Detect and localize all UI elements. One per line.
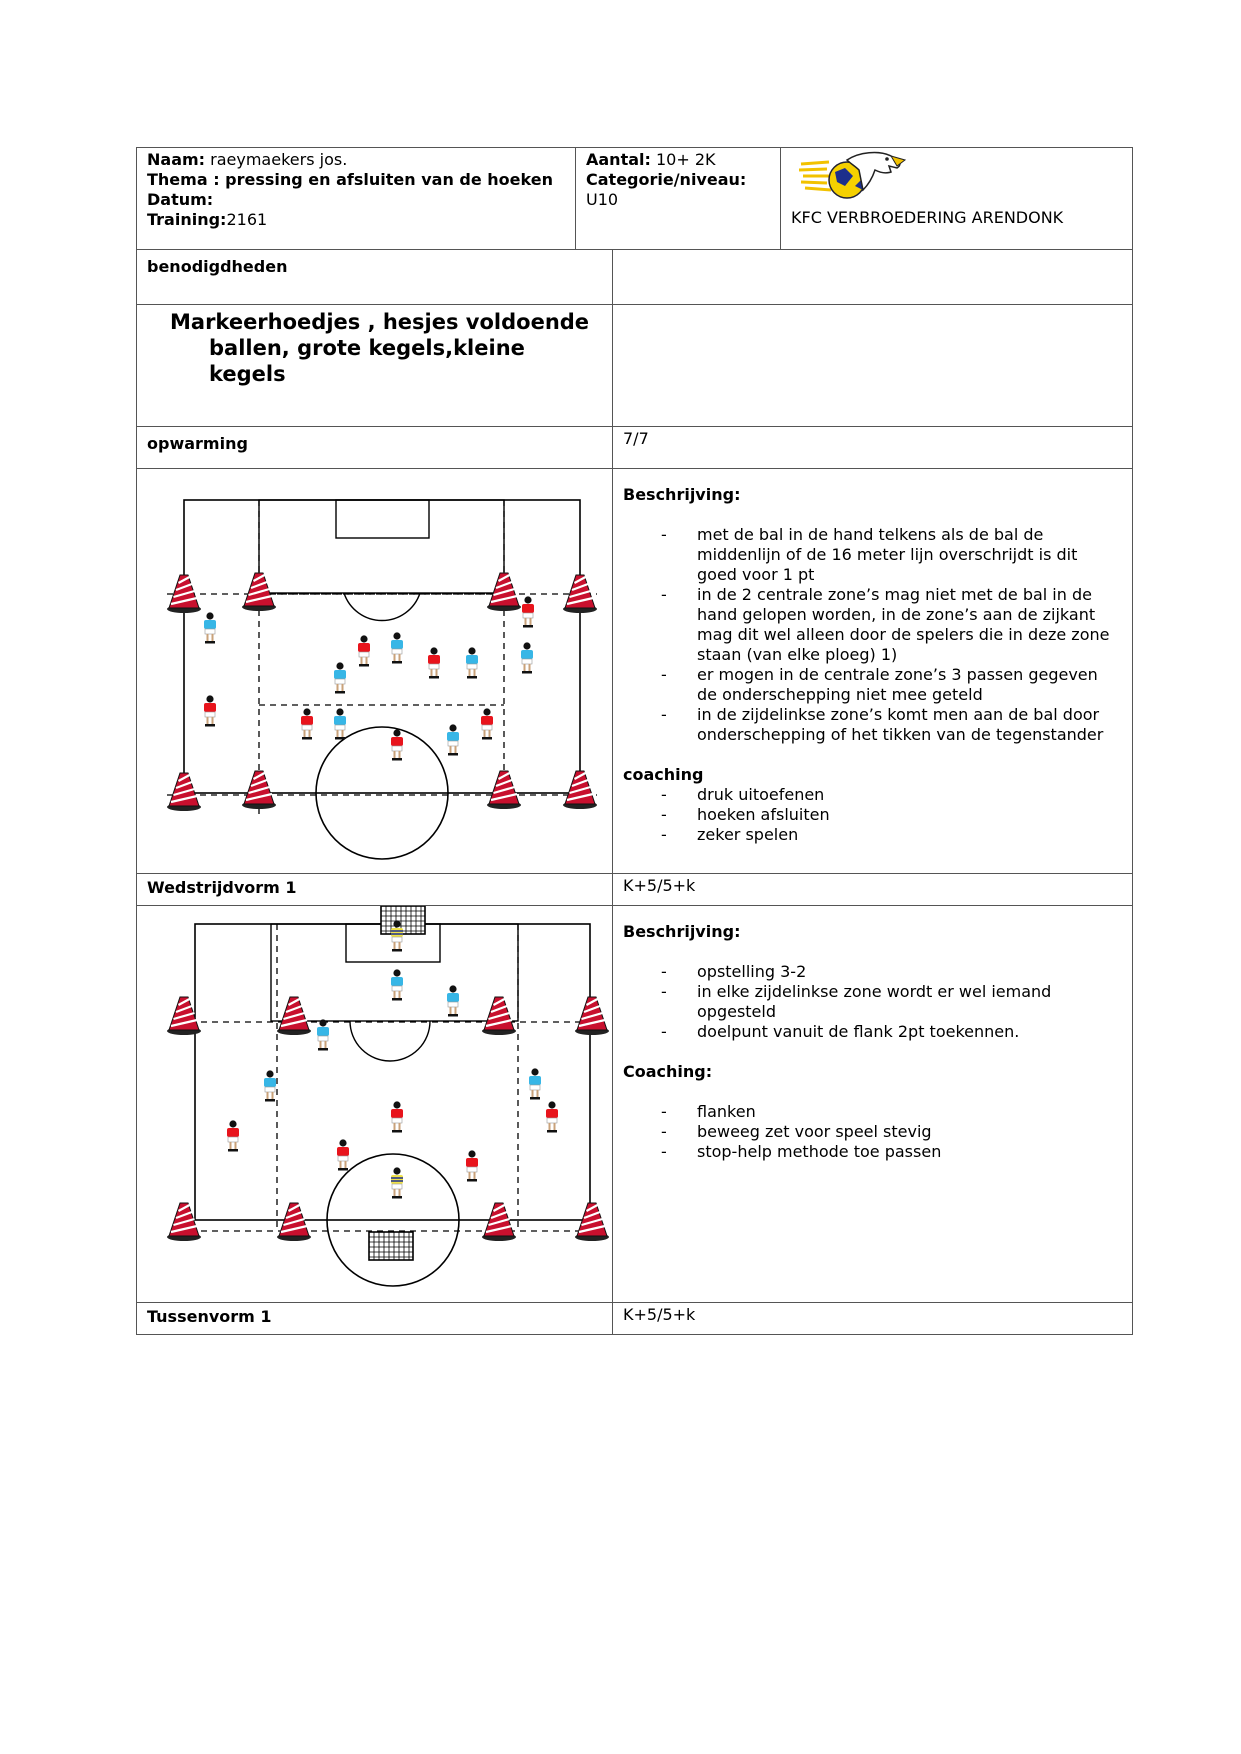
player-icon bbox=[466, 1150, 478, 1181]
cone-icon bbox=[167, 1203, 201, 1241]
club-name: KFC VERBROEDERING ARENDONK bbox=[791, 208, 1064, 227]
club-cell bbox=[781, 148, 1133, 250]
cone-icon bbox=[167, 773, 201, 811]
match1-coaching-label: Coaching: bbox=[623, 1062, 713, 1081]
match1-coaching-list bbox=[623, 1102, 1122, 1162]
player-icon bbox=[466, 647, 478, 678]
match1-title: Wedstrijdvorm 1 bbox=[137, 874, 613, 906]
player-icon bbox=[264, 1070, 276, 1101]
name-label: Naam: bbox=[147, 150, 206, 169]
cone-icon bbox=[487, 771, 521, 809]
header-middle-cell bbox=[576, 148, 781, 250]
player-icon bbox=[391, 632, 403, 663]
warmup-desc-cell bbox=[613, 469, 1133, 874]
name-value: raeymaekers jos. bbox=[205, 150, 348, 169]
cone-icon bbox=[242, 771, 276, 809]
inter1-title: Tussenvorm 1 bbox=[137, 1303, 613, 1335]
cone-icon bbox=[575, 997, 609, 1035]
date-label: Datum: bbox=[147, 190, 214, 209]
field-outline bbox=[184, 500, 580, 793]
cone-icon bbox=[277, 997, 311, 1035]
training-label: Training: bbox=[147, 210, 227, 229]
category-value: U10 bbox=[586, 190, 619, 209]
player-icon bbox=[521, 642, 533, 673]
list-item: - druk uitoefenen bbox=[623, 785, 1122, 805]
player-icon bbox=[447, 985, 459, 1016]
warmup-diagram-cell bbox=[137, 469, 613, 874]
player-icon bbox=[428, 647, 440, 678]
players bbox=[204, 596, 534, 760]
player-icon bbox=[546, 1101, 558, 1132]
empty-cell bbox=[613, 305, 1133, 427]
inter1-format: K+5/5+k bbox=[613, 1303, 1133, 1335]
goal-area bbox=[336, 500, 429, 538]
materials-title: benodigdheden bbox=[137, 250, 613, 305]
list-item: - in elke zijdelinkse zone wordt er wel iemand opgesteld bbox=[623, 982, 1122, 1022]
match1-format: K+5/5+k bbox=[613, 874, 1133, 906]
player-icon bbox=[391, 969, 403, 1000]
list-item: - zeker spelen bbox=[623, 825, 1122, 845]
logo-speed-lines bbox=[799, 162, 831, 190]
warmup-desc-list bbox=[623, 525, 1122, 745]
count-label: Aantal: bbox=[586, 150, 651, 169]
training-sheet bbox=[136, 147, 1132, 1335]
penalty-arc bbox=[350, 1021, 430, 1061]
goalkeeper-icon bbox=[391, 1167, 403, 1198]
cones bbox=[167, 997, 609, 1241]
materials-cell bbox=[137, 305, 613, 427]
cone-icon bbox=[487, 573, 521, 611]
match1-diagram-cell bbox=[137, 906, 613, 1303]
list-item: - er mogen in de centrale zone’s 3 passen gegeven de onderschepping niet mee geteld bbox=[623, 665, 1122, 705]
match1-desc-list bbox=[623, 962, 1122, 1042]
header-left-cell bbox=[137, 148, 576, 250]
match1-desc-label: Beschrijving: bbox=[623, 922, 741, 941]
list-item: - in de zijdelinkse zone’s komt men aan de bal door onderschepping of het tikken van de tegenstander bbox=[623, 705, 1122, 745]
player-icon bbox=[334, 662, 346, 693]
materials-line1: Markeerhoedjes , hesjes voldoende bbox=[170, 310, 590, 334]
warmup-coaching-label: coaching bbox=[623, 765, 704, 784]
player-icon bbox=[391, 729, 403, 760]
header-table bbox=[136, 147, 1133, 250]
list-item: - beweeg zet voor speel stevig bbox=[623, 1122, 1122, 1142]
goal-icon bbox=[381, 906, 425, 934]
count-value: 10+ 2K bbox=[650, 150, 716, 169]
player-icon bbox=[204, 695, 216, 726]
empty-cell bbox=[613, 250, 1133, 305]
match1-desc-cell bbox=[613, 906, 1133, 1303]
list-item: - flanken bbox=[623, 1102, 1122, 1122]
player-icon bbox=[301, 708, 313, 739]
training-value: 2161 bbox=[226, 210, 268, 229]
player-icon bbox=[337, 1139, 349, 1170]
player-icon bbox=[227, 1120, 239, 1151]
player-icon bbox=[204, 612, 216, 643]
category-label: Categorie/niveau: bbox=[586, 170, 747, 189]
cone-icon bbox=[167, 997, 201, 1035]
theme-label: Thema : bbox=[147, 170, 220, 189]
player-icon bbox=[358, 635, 370, 666]
player-icon bbox=[334, 708, 346, 739]
goal-icon bbox=[369, 1232, 413, 1260]
cone-icon bbox=[242, 573, 276, 611]
cone-icon bbox=[482, 997, 516, 1035]
player-icon bbox=[447, 724, 459, 755]
warmup-time: 7/7 bbox=[613, 427, 1133, 469]
list-item: - hoeken afsluiten bbox=[623, 805, 1122, 825]
player-icon bbox=[522, 596, 534, 627]
list-item: - stop-help methode toe passen bbox=[623, 1142, 1122, 1162]
list-item: - doelpunt vanuit de flank 2pt toekennen. bbox=[623, 1022, 1122, 1042]
list-item: - opstelling 3-2 bbox=[623, 962, 1122, 982]
warmup-coaching-list bbox=[623, 785, 1122, 845]
player-icon bbox=[391, 1101, 403, 1132]
cone-icon bbox=[277, 1203, 311, 1241]
club-logo bbox=[799, 150, 909, 208]
cone-icon bbox=[575, 1203, 609, 1241]
zone-lines bbox=[167, 500, 597, 819]
penalty-area bbox=[259, 500, 504, 593]
player-icon bbox=[317, 1019, 329, 1050]
materials-line2: ballen, grote kegels,kleine kegels bbox=[209, 336, 525, 386]
player-icon bbox=[481, 708, 493, 739]
penalty-arc bbox=[344, 593, 420, 621]
list-item: - met de bal in de hand telkens als de bal de middenlijn of de 16 meter lijn overschrijdt is dit goed voor 1 pt bbox=[623, 525, 1122, 585]
theme-value: pressing en afsluiten van de hoeken bbox=[219, 170, 553, 189]
cone-icon bbox=[563, 771, 597, 809]
match-field-diagram bbox=[137, 906, 612, 1302]
list-item: - in de 2 centrale zone’s mag niet met de bal in de hand gelopen worden, in de zone’s aan de zijkant mag dit wel alleen door de spelers die in deze zone staan (van elke ploeg) 1) bbox=[623, 585, 1122, 665]
cone-icon bbox=[482, 1203, 516, 1241]
warmup-title: opwarming bbox=[137, 427, 613, 469]
player-icon bbox=[529, 1068, 541, 1099]
session-table bbox=[136, 249, 1133, 1335]
warmup-field-diagram bbox=[137, 469, 612, 873]
warmup-desc-label: Beschrijving: bbox=[623, 485, 741, 504]
